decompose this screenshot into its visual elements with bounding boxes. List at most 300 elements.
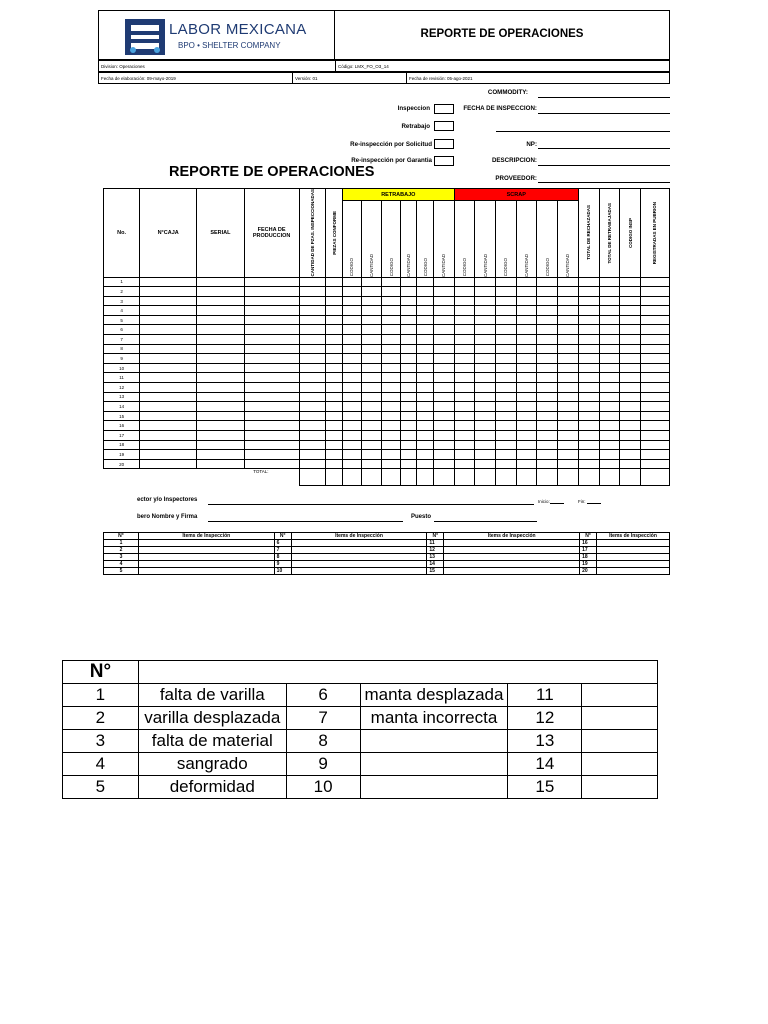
table-cell[interactable] <box>475 277 496 287</box>
table-cell[interactable] <box>326 363 343 373</box>
table-cell[interactable] <box>496 344 517 354</box>
table-cell[interactable] <box>361 373 382 383</box>
table-cell[interactable] <box>244 306 299 316</box>
table-cell[interactable] <box>620 411 641 421</box>
table-cell[interactable] <box>299 363 326 373</box>
table-cell[interactable] <box>400 459 417 469</box>
table-cell[interactable] <box>558 373 579 383</box>
table-cell[interactable] <box>620 373 641 383</box>
table-cell[interactable] <box>140 450 197 460</box>
table-cell[interactable] <box>475 306 496 316</box>
table-cell[interactable] <box>382 392 401 402</box>
table-cell[interactable] <box>454 306 475 316</box>
table-cell[interactable] <box>475 411 496 421</box>
table-cell[interactable] <box>244 450 299 460</box>
table-cell[interactable] <box>361 287 382 297</box>
table-cell[interactable] <box>197 392 245 402</box>
table-cell[interactable] <box>599 363 620 373</box>
items-desc-cell[interactable] <box>291 561 427 568</box>
table-cell[interactable] <box>326 335 343 345</box>
table-cell[interactable] <box>400 335 417 345</box>
table-cell[interactable] <box>454 402 475 412</box>
table-cell[interactable] <box>516 344 537 354</box>
table-cell[interactable] <box>599 277 620 287</box>
table-cell[interactable] <box>342 440 361 450</box>
proveedor-field[interactable] <box>538 182 670 183</box>
table-cell[interactable] <box>620 363 641 373</box>
table-cell[interactable] <box>361 344 382 354</box>
table-cell[interactable] <box>382 440 401 450</box>
table-cell[interactable] <box>299 383 326 393</box>
table-cell[interactable] <box>326 421 343 431</box>
table-cell[interactable] <box>578 344 599 354</box>
table-cell[interactable] <box>434 306 455 316</box>
table-cell[interactable] <box>516 354 537 364</box>
total-cell[interactable] <box>516 469 537 486</box>
table-cell[interactable] <box>578 440 599 450</box>
total-cell[interactable] <box>558 469 579 486</box>
table-cell[interactable] <box>537 392 558 402</box>
table-cell[interactable] <box>454 287 475 297</box>
total-cell[interactable] <box>417 469 434 486</box>
table-cell[interactable] <box>244 373 299 383</box>
total-cell[interactable] <box>599 469 620 486</box>
table-cell[interactable] <box>140 392 197 402</box>
table-cell[interactable] <box>197 277 245 287</box>
table-cell[interactable] <box>578 459 599 469</box>
table-cell[interactable] <box>361 325 382 335</box>
table-cell[interactable] <box>197 431 245 441</box>
table-cell[interactable] <box>244 335 299 345</box>
table-cell[interactable] <box>342 383 361 393</box>
items-desc-cell[interactable] <box>138 568 274 575</box>
table-cell[interactable] <box>620 354 641 364</box>
table-cell[interactable] <box>140 363 197 373</box>
table-cell[interactable] <box>620 344 641 354</box>
table-cell[interactable] <box>516 315 537 325</box>
table-cell[interactable] <box>516 392 537 402</box>
table-cell[interactable] <box>400 440 417 450</box>
table-cell[interactable] <box>400 411 417 421</box>
total-cell[interactable] <box>326 469 343 486</box>
table-cell[interactable] <box>578 315 599 325</box>
table-cell[interactable] <box>640 296 669 306</box>
table-cell[interactable] <box>417 402 434 412</box>
table-cell[interactable] <box>496 383 517 393</box>
table-cell[interactable] <box>578 431 599 441</box>
table-cell[interactable] <box>537 315 558 325</box>
table-cell[interactable] <box>434 277 455 287</box>
total-cell[interactable] <box>537 469 558 486</box>
table-cell[interactable] <box>417 450 434 460</box>
table-cell[interactable] <box>475 325 496 335</box>
table-cell[interactable] <box>516 431 537 441</box>
table-cell[interactable] <box>140 431 197 441</box>
table-cell[interactable] <box>400 287 417 297</box>
table-cell[interactable] <box>326 296 343 306</box>
table-cell[interactable] <box>496 392 517 402</box>
table-cell[interactable] <box>342 354 361 364</box>
table-cell[interactable] <box>326 440 343 450</box>
table-cell[interactable] <box>400 392 417 402</box>
table-cell[interactable] <box>496 325 517 335</box>
table-cell[interactable] <box>434 354 455 364</box>
items-desc-cell[interactable] <box>597 547 670 554</box>
table-cell[interactable] <box>361 392 382 402</box>
table-cell[interactable] <box>496 421 517 431</box>
table-cell[interactable] <box>578 325 599 335</box>
table-cell[interactable] <box>361 411 382 421</box>
table-cell[interactable] <box>434 344 455 354</box>
table-cell[interactable] <box>140 354 197 364</box>
table-cell[interactable] <box>578 450 599 460</box>
table-cell[interactable] <box>361 459 382 469</box>
table-cell[interactable] <box>516 306 537 316</box>
table-cell[interactable] <box>417 373 434 383</box>
table-cell[interactable] <box>558 431 579 441</box>
table-cell[interactable] <box>434 450 455 460</box>
table-cell[interactable] <box>454 335 475 345</box>
table-cell[interactable] <box>454 431 475 441</box>
table-cell[interactable] <box>475 402 496 412</box>
table-cell[interactable] <box>417 315 434 325</box>
table-cell[interactable] <box>454 354 475 364</box>
items-desc-cell[interactable] <box>597 554 670 561</box>
table-cell[interactable] <box>454 315 475 325</box>
table-cell[interactable] <box>400 363 417 373</box>
total-cell[interactable] <box>496 469 517 486</box>
table-cell[interactable] <box>537 296 558 306</box>
table-cell[interactable] <box>417 431 434 441</box>
table-cell[interactable] <box>454 411 475 421</box>
table-cell[interactable] <box>537 411 558 421</box>
items-desc-cell[interactable] <box>138 554 274 561</box>
table-cell[interactable] <box>558 392 579 402</box>
table-cell[interactable] <box>342 431 361 441</box>
table-cell[interactable] <box>578 354 599 364</box>
table-cell[interactable] <box>434 315 455 325</box>
table-cell[interactable] <box>382 354 401 364</box>
table-cell[interactable] <box>382 431 401 441</box>
table-cell[interactable] <box>640 440 669 450</box>
total-cell[interactable] <box>400 469 417 486</box>
table-cell[interactable] <box>417 383 434 393</box>
table-cell[interactable] <box>326 383 343 393</box>
table-cell[interactable] <box>599 411 620 421</box>
table-cell[interactable] <box>516 450 537 460</box>
table-cell[interactable] <box>599 450 620 460</box>
table-cell[interactable] <box>537 306 558 316</box>
table-cell[interactable] <box>299 411 326 421</box>
table-cell[interactable] <box>342 344 361 354</box>
table-cell[interactable] <box>537 344 558 354</box>
table-cell[interactable] <box>299 421 326 431</box>
table-cell[interactable] <box>558 344 579 354</box>
table-cell[interactable] <box>516 335 537 345</box>
table-cell[interactable] <box>475 354 496 364</box>
table-cell[interactable] <box>244 287 299 297</box>
table-cell[interactable] <box>496 363 517 373</box>
table-cell[interactable] <box>454 363 475 373</box>
table-cell[interactable] <box>342 296 361 306</box>
table-cell[interactable] <box>382 325 401 335</box>
table-cell[interactable] <box>516 363 537 373</box>
table-cell[interactable] <box>382 459 401 469</box>
table-cell[interactable] <box>299 402 326 412</box>
table-cell[interactable] <box>516 440 537 450</box>
table-cell[interactable] <box>299 440 326 450</box>
table-cell[interactable] <box>299 450 326 460</box>
table-cell[interactable] <box>496 459 517 469</box>
table-cell[interactable] <box>496 306 517 316</box>
table-cell[interactable] <box>382 373 401 383</box>
table-cell[interactable] <box>558 383 579 393</box>
table-cell[interactable] <box>400 421 417 431</box>
table-cell[interactable] <box>382 344 401 354</box>
table-cell[interactable] <box>197 459 245 469</box>
table-cell[interactable] <box>620 306 641 316</box>
table-cell[interactable] <box>516 459 537 469</box>
table-cell[interactable] <box>516 411 537 421</box>
table-cell[interactable] <box>599 325 620 335</box>
table-cell[interactable] <box>620 325 641 335</box>
table-cell[interactable] <box>417 296 434 306</box>
table-cell[interactable] <box>326 287 343 297</box>
table-cell[interactable] <box>382 315 401 325</box>
table-cell[interactable] <box>244 344 299 354</box>
table-cell[interactable] <box>434 411 455 421</box>
table-cell[interactable] <box>537 459 558 469</box>
table-cell[interactable] <box>434 325 455 335</box>
table-cell[interactable] <box>475 421 496 431</box>
table-cell[interactable] <box>244 363 299 373</box>
total-cell[interactable] <box>434 469 455 486</box>
table-cell[interactable] <box>400 354 417 364</box>
table-cell[interactable] <box>640 287 669 297</box>
descripcion-field[interactable] <box>538 165 670 166</box>
table-cell[interactable] <box>475 392 496 402</box>
table-cell[interactable] <box>417 287 434 297</box>
table-cell[interactable] <box>400 402 417 412</box>
table-cell[interactable] <box>454 277 475 287</box>
items-desc-cell[interactable] <box>138 547 274 554</box>
table-cell[interactable] <box>342 450 361 460</box>
table-cell[interactable] <box>197 421 245 431</box>
table-cell[interactable] <box>578 421 599 431</box>
items-desc-cell[interactable] <box>291 554 427 561</box>
table-cell[interactable] <box>454 459 475 469</box>
table-cell[interactable] <box>326 306 343 316</box>
table-cell[interactable] <box>244 354 299 364</box>
table-cell[interactable] <box>326 315 343 325</box>
table-cell[interactable] <box>326 325 343 335</box>
items-desc-cell[interactable] <box>291 568 427 575</box>
table-cell[interactable] <box>342 306 361 316</box>
table-cell[interactable] <box>417 277 434 287</box>
table-cell[interactable] <box>599 315 620 325</box>
table-cell[interactable] <box>537 440 558 450</box>
table-cell[interactable] <box>516 373 537 383</box>
table-cell[interactable] <box>299 373 326 383</box>
table-cell[interactable] <box>516 287 537 297</box>
table-cell[interactable] <box>342 459 361 469</box>
table-cell[interactable] <box>620 431 641 441</box>
table-cell[interactable] <box>140 383 197 393</box>
table-cell[interactable] <box>475 335 496 345</box>
table-cell[interactable] <box>299 344 326 354</box>
table-cell[interactable] <box>640 402 669 412</box>
table-cell[interactable] <box>620 450 641 460</box>
table-cell[interactable] <box>558 363 579 373</box>
table-cell[interactable] <box>558 296 579 306</box>
table-cell[interactable] <box>475 450 496 460</box>
table-cell[interactable] <box>434 440 455 450</box>
table-cell[interactable] <box>299 335 326 345</box>
table-cell[interactable] <box>417 306 434 316</box>
table-cell[interactable] <box>620 459 641 469</box>
table-cell[interactable] <box>599 440 620 450</box>
table-cell[interactable] <box>537 421 558 431</box>
items-desc-cell[interactable] <box>444 547 580 554</box>
table-cell[interactable] <box>382 363 401 373</box>
table-cell[interactable] <box>578 402 599 412</box>
table-cell[interactable] <box>326 392 343 402</box>
table-cell[interactable] <box>197 440 245 450</box>
table-cell[interactable] <box>140 402 197 412</box>
table-cell[interactable] <box>558 306 579 316</box>
table-cell[interactable] <box>434 383 455 393</box>
table-cell[interactable] <box>496 335 517 345</box>
table-cell[interactable] <box>496 402 517 412</box>
table-cell[interactable] <box>299 306 326 316</box>
table-cell[interactable] <box>382 306 401 316</box>
items-desc-cell[interactable] <box>444 540 580 547</box>
table-cell[interactable] <box>475 459 496 469</box>
table-cell[interactable] <box>326 277 343 287</box>
table-cell[interactable] <box>475 344 496 354</box>
table-cell[interactable] <box>361 315 382 325</box>
table-cell[interactable] <box>361 440 382 450</box>
table-cell[interactable] <box>620 315 641 325</box>
table-cell[interactable] <box>361 277 382 287</box>
table-cell[interactable] <box>400 344 417 354</box>
table-cell[interactable] <box>140 373 197 383</box>
table-cell[interactable] <box>578 363 599 373</box>
table-cell[interactable] <box>640 344 669 354</box>
table-cell[interactable] <box>400 373 417 383</box>
table-cell[interactable] <box>244 392 299 402</box>
table-cell[interactable] <box>382 296 401 306</box>
table-cell[interactable] <box>382 421 401 431</box>
table-cell[interactable] <box>537 402 558 412</box>
table-cell[interactable] <box>361 431 382 441</box>
table-cell[interactable] <box>361 354 382 364</box>
table-cell[interactable] <box>620 402 641 412</box>
table-cell[interactable] <box>197 411 245 421</box>
table-cell[interactable] <box>342 402 361 412</box>
table-cell[interactable] <box>434 402 455 412</box>
table-cell[interactable] <box>244 459 299 469</box>
table-cell[interactable] <box>417 335 434 345</box>
table-cell[interactable] <box>299 277 326 287</box>
table-cell[interactable] <box>537 450 558 460</box>
table-cell[interactable] <box>140 411 197 421</box>
table-cell[interactable] <box>326 402 343 412</box>
table-cell[interactable] <box>558 315 579 325</box>
table-cell[interactable] <box>197 402 245 412</box>
table-cell[interactable] <box>417 440 434 450</box>
table-cell[interactable] <box>578 383 599 393</box>
table-cell[interactable] <box>361 296 382 306</box>
table-cell[interactable] <box>578 335 599 345</box>
table-cell[interactable] <box>599 373 620 383</box>
table-cell[interactable] <box>475 431 496 441</box>
table-cell[interactable] <box>640 383 669 393</box>
table-cell[interactable] <box>342 421 361 431</box>
table-cell[interactable] <box>599 392 620 402</box>
table-cell[interactable] <box>299 325 326 335</box>
table-cell[interactable] <box>537 287 558 297</box>
table-cell[interactable] <box>434 287 455 297</box>
table-cell[interactable] <box>197 373 245 383</box>
table-cell[interactable] <box>417 363 434 373</box>
table-cell[interactable] <box>140 335 197 345</box>
table-cell[interactable] <box>537 363 558 373</box>
table-cell[interactable] <box>244 383 299 393</box>
table-cell[interactable] <box>361 402 382 412</box>
table-cell[interactable] <box>475 383 496 393</box>
table-cell[interactable] <box>197 325 245 335</box>
table-cell[interactable] <box>299 431 326 441</box>
table-cell[interactable] <box>417 459 434 469</box>
table-cell[interactable] <box>496 296 517 306</box>
table-cell[interactable] <box>417 392 434 402</box>
table-cell[interactable] <box>640 373 669 383</box>
table-cell[interactable] <box>434 431 455 441</box>
table-cell[interactable] <box>578 373 599 383</box>
table-cell[interactable] <box>382 402 401 412</box>
table-cell[interactable] <box>244 325 299 335</box>
total-cell[interactable] <box>475 469 496 486</box>
commodity-field[interactable] <box>538 97 670 98</box>
total-cell[interactable] <box>454 469 475 486</box>
table-cell[interactable] <box>326 354 343 364</box>
extra-field[interactable] <box>496 131 670 132</box>
table-cell[interactable] <box>140 277 197 287</box>
table-cell[interactable] <box>578 411 599 421</box>
table-cell[interactable] <box>197 363 245 373</box>
table-cell[interactable] <box>197 450 245 460</box>
table-cell[interactable] <box>382 450 401 460</box>
table-cell[interactable] <box>620 421 641 431</box>
table-cell[interactable] <box>454 392 475 402</box>
table-cell[interactable] <box>454 344 475 354</box>
table-cell[interactable] <box>299 354 326 364</box>
table-cell[interactable] <box>197 354 245 364</box>
table-cell[interactable] <box>326 373 343 383</box>
table-cell[interactable] <box>342 392 361 402</box>
items-desc-cell[interactable] <box>597 561 670 568</box>
table-cell[interactable] <box>299 287 326 297</box>
table-cell[interactable] <box>537 383 558 393</box>
total-cell[interactable] <box>578 469 599 486</box>
table-cell[interactable] <box>382 383 401 393</box>
table-cell[interactable] <box>382 277 401 287</box>
table-cell[interactable] <box>342 315 361 325</box>
table-cell[interactable] <box>599 354 620 364</box>
table-cell[interactable] <box>382 411 401 421</box>
table-cell[interactable] <box>244 421 299 431</box>
